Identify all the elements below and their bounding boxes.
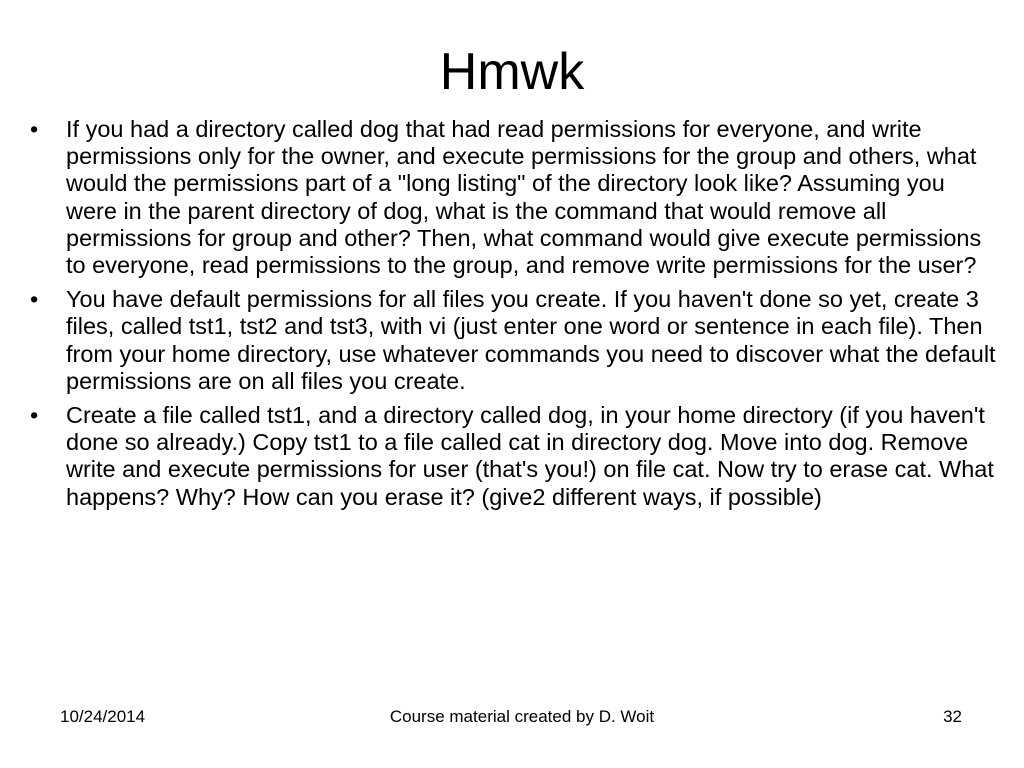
bullet-item-1 bbox=[28, 116, 996, 279]
bullet-list bbox=[28, 116, 996, 518]
bullet-text: If you had a directory called dog that had read permissions for everyone, and write permissions only for the owner, and execute permissions for the group and others, what would the permissions part of a "long listing" of the directory look like? Assuming you were in the parent directory of dog, what is the command that would remove all permissions for group and other? Then, what command would give execute permissions to everyone, read permissions to the group, and remove write permissions for the user? bbox=[66, 116, 982, 279]
slide-title: Hmwk bbox=[439, 43, 585, 101]
bullet-marker: • bbox=[30, 116, 39, 142]
footer-credit: Course material created by D. Woit bbox=[389, 707, 655, 726]
bullet-marker: • bbox=[30, 402, 39, 429]
bullet-marker: • bbox=[30, 286, 39, 313]
bullet-text: You have default permissions for all files you create. If you haven't done so yet, create 3 files, called tst1, tst2 and tst3, with vi (just enter one word or sentence in each file). Then from your home directory, use whatever commands you need to discover what the default permissions are on all files you create. bbox=[66, 286, 996, 394]
page-number: 32 bbox=[943, 707, 962, 726]
bullet-item-2 bbox=[28, 286, 996, 395]
bullet-item-3 bbox=[28, 402, 996, 511]
bullet-text: Create a file called tst1, and a directory called dog, in your home directory (if you haven't done so already.) Copy tst1 to a file called cat in directory dog. Move into dog. Remove write and execute permissions for user (that's you!) on file cat. Now try to erase cat. What happens? Why? How can you erase it? (give2 different ways, if possible) bbox=[66, 402, 994, 510]
footer-date: 10/24/2014 bbox=[60, 707, 146, 726]
